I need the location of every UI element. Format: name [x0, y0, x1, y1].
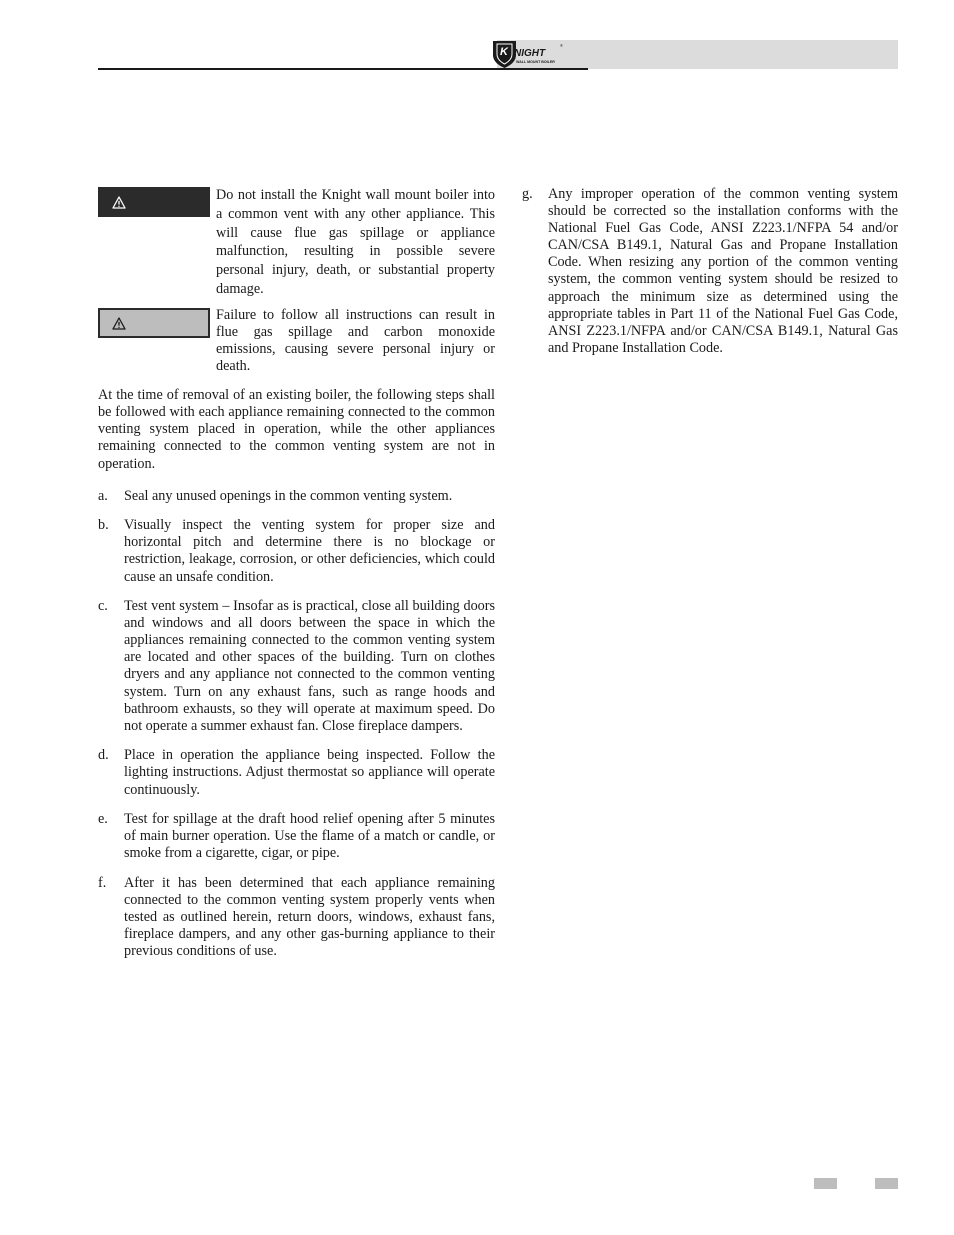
list-item: [98, 517, 495, 585]
item-label: e.: [98, 811, 108, 828]
item-label: g.: [522, 186, 533, 202]
warning-triangle-icon: [112, 317, 126, 330]
footer-marker-left: [814, 1178, 837, 1189]
svg-text:WALL MOUNT BOILER: WALL MOUNT BOILER: [516, 60, 555, 64]
list-item: [98, 811, 495, 862]
item-text: Test for spillage at the draft hood relief opening after 5 minutes of main burner operation. Use the flame of a match or candle, or smoke from a cigarette, cigar, or pipe.: [124, 811, 495, 862]
danger-text: Do not install the Knight wall mount boiler into a common vent with any other appliance. This will cause flue gas spillage or appliance malfunction, resulting in possible severe personal injury, death, or substantial property damage.: [216, 187, 495, 297]
danger-alert: [98, 186, 495, 299]
item-text: Visually inspect the venting system for proper size and horizontal pitch and determine there is no blockage or restriction, leakage, corrosion, or other deficiencies, which could cause an unsafe condition.: [124, 517, 495, 585]
list-item: [98, 747, 495, 798]
item-label: a.: [98, 487, 108, 504]
svg-text:®: ®: [560, 43, 563, 48]
warning-triangle-icon: [112, 196, 126, 209]
item-text: After it has been determined that each appliance remaining connected to the common venting system properly vents when tested as outlined herein, return doors, windows, exhaust fans, fireplace dampers, and any other gas-burning appliance to their previous conditions of use.: [124, 874, 495, 960]
list-item: [522, 186, 898, 357]
list-item: [98, 598, 495, 735]
footer-marker-right: [875, 1178, 898, 1189]
item-text: Place in operation the appliance being inspected. Follow the lighting instructions. Adjust thermostat so appliance will operate continuously.: [124, 747, 495, 798]
svg-text:NIGHT: NIGHT: [514, 48, 546, 59]
left-column: [98, 186, 495, 973]
item-label: d.: [98, 747, 109, 764]
right-column: [522, 186, 898, 357]
warning-text: Failure to follow all instructions can result in flue gas spillage and carbon monoxide emissions, causing severe personal injury or death.: [216, 306, 495, 375]
warning-alert: [98, 307, 495, 375]
danger-badge: [98, 187, 210, 217]
item-label: b.: [98, 517, 109, 534]
knight-logo: [490, 39, 568, 69]
list-item: [98, 488, 495, 505]
item-text: Test vent system – Insofar as is practical, close all building doors and windows and all doors between the space in which the appliances remaining connected to the common venting system are located and other spaces of the building. Turn on clothes dryers and any appliance not connected to the common venting system. Turn on any exhaust fans, such as range hoods and bathroom exhausts, so they will operate at maximum speed. Do not operate a summer exhaust fan. Close fireplace dampers.: [124, 598, 495, 734]
item-label: c.: [98, 598, 108, 615]
svg-text:K: K: [500, 46, 508, 58]
intro-paragraph: At the time of removal of an existing boiler, the following steps shall be followed with each appliance remaining connected to the common venting system placed in operation, while the other appliances remaining connected to the common venting system are not in operation.: [98, 387, 495, 472]
list-item: [98, 875, 495, 960]
item-text: Any improper operation of the common venting system should be corrected so the installation conforms with the National Fuel Gas Code, ANSI Z223.1/NFPA 54 and/or CAN/CSA B149.1, Natural Gas and Propane Installation Code. When resizing any portion of the common venting system, the common venting system should be resized to approach the minimum size as determined using the appropriate tables in Part 11 of the National Fuel Gas Code, ANSI Z223.1/NFPA and/or CAN/CSA B149.1, Natural Gas and Propane Installation Code.: [548, 186, 898, 356]
item-label: f.: [98, 874, 107, 891]
item-text: Seal any unused openings in the common venting system.: [124, 487, 453, 504]
warning-badge: [98, 308, 210, 338]
